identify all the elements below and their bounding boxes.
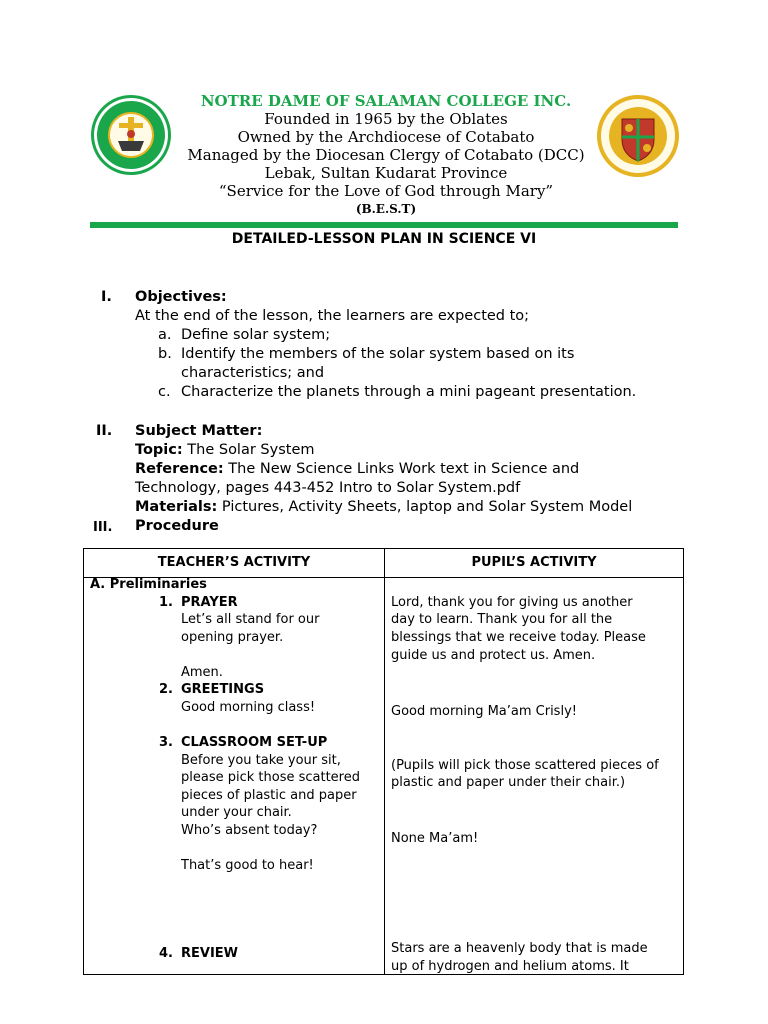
teacher-line: Who’s absent today? [181, 823, 318, 838]
pupil-line: Stars are a heavenly body that is made [391, 941, 648, 956]
pupil-line: Lord, thank you for giving us another [391, 595, 633, 610]
teacher-line: Before you take your sit, [181, 753, 341, 768]
reference-value: The New Science Links Work text in Science and [228, 461, 580, 477]
objective-item: Characterize the planets through a mini pageant presentation. [181, 384, 637, 400]
step-number: 1. [159, 595, 173, 610]
objective-item: Identify the members of the solar system based on its [181, 346, 575, 362]
letterhead-line: Owned by the Archdiocese of Cotabato [237, 128, 535, 146]
objectives-intro: At the end of the lesson, the learners are expected to; [135, 308, 530, 324]
teacher-activity-header: TEACHER’S ACTIVITY [157, 555, 311, 570]
step-title: CLASSROOM SET-UP [181, 735, 328, 750]
letterhead-line: Lebak, Sultan Kudarat Province [264, 164, 508, 182]
subject-matter-heading: Subject Matter: [135, 423, 263, 439]
activity-table [83, 548, 684, 975]
step-number: 2. [159, 682, 173, 697]
header-divider [90, 222, 678, 228]
materials-label: Materials: [135, 499, 218, 515]
letterhead-line: “Service for the Love of God through Mary” [218, 182, 554, 200]
step-number: 4. [159, 946, 173, 961]
section-numeral: II. [96, 423, 113, 439]
topic-value: The Solar System [187, 442, 315, 458]
section-numeral: III. [93, 520, 113, 535]
list-marker: c. [158, 384, 171, 400]
step-title: GREETINGS [181, 682, 265, 697]
section-numeral: I. [101, 289, 112, 305]
document-title: DETAILED-LESSON PLAN IN SCIENCE VI [231, 231, 537, 247]
teacher-line: please pick those scattered [181, 770, 360, 785]
pupil-line: Good morning Ma’am Crisly! [391, 704, 577, 719]
reference-label: Reference: [135, 461, 224, 477]
list-marker: b. [158, 346, 172, 362]
materials-line [135, 498, 632, 517]
procedure-heading: Procedure [135, 518, 219, 534]
pupil-line: (Pupils will pick those scattered pieces of [391, 758, 659, 773]
teacher-line: opening prayer. [181, 630, 284, 645]
objectives-heading: Objectives: [135, 289, 227, 305]
school-name: NOTRE DAME OF SALAMAN COLLEGE INC. [200, 92, 572, 110]
step-title: REVIEW [181, 946, 239, 961]
step-number: 3. [159, 735, 173, 750]
materials-value: Pictures, Activity Sheets, laptop and Solar System Model [221, 499, 633, 515]
teacher-line: Amen. [181, 665, 223, 680]
teacher-line: Let’s all stand for our [181, 612, 320, 627]
topic-line [135, 441, 315, 460]
objective-item: Define solar system; [181, 327, 331, 343]
pupil-activity-header: PUPIL’S ACTIVITY [471, 555, 597, 570]
teacher-line: Good morning class! [181, 700, 316, 715]
teacher-line: pieces of plastic and paper [181, 788, 357, 803]
reference-continued: Technology, pages 443-452 Intro to Solar System.pdf [135, 480, 521, 496]
pupil-line: None Ma’am! [391, 831, 479, 846]
objective-item-continued: characteristics; and [181, 365, 325, 381]
pupil-line: plastic and paper under their chair.) [391, 775, 626, 790]
pupil-line: guide us and protect us. Amen. [391, 648, 596, 663]
section-label: A. Preliminaries [90, 577, 207, 592]
pupil-line: day to learn. Thank you for all the [391, 612, 613, 627]
letterhead [160, 92, 612, 218]
table-column-divider [384, 549, 385, 974]
pupil-line: blessings that we receive today. Please [391, 630, 646, 645]
topic-label: Topic: [135, 442, 183, 458]
pupil-line: up of hydrogen and helium atoms. It [391, 959, 629, 974]
teacher-line: That’s good to hear! [181, 858, 314, 873]
letterhead-line: Managed by the Diocesan Clergy of Cotabato (DCC) [187, 146, 585, 164]
teacher-line: under your chair. [181, 805, 292, 820]
motto-abbreviation: (B.E.S.T) [355, 202, 417, 216]
list-marker: a. [158, 327, 172, 343]
letterhead-line: Founded in 1965 by the Oblates [264, 110, 508, 128]
reference-line [135, 460, 579, 479]
step-title: PRAYER [181, 595, 238, 610]
